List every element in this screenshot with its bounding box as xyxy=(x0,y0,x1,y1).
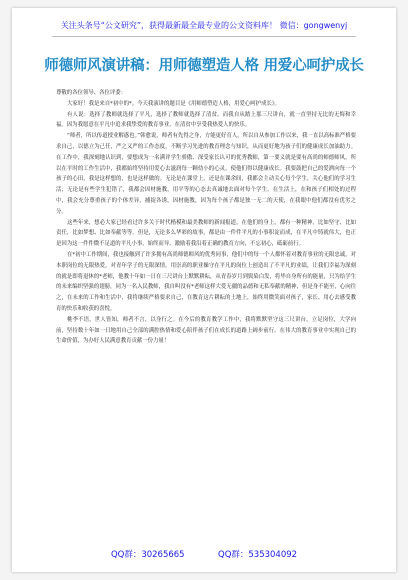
paragraph-1: 大家好！我是来自*初中的*。今天我演讲的题目是《用师德塑造人格，用爱心呵护成长》。 xyxy=(67,100,280,107)
greeting: 尊敬的各位领导、各位评委： xyxy=(56,90,127,96)
footer-qq-group-2[interactable]: QQ群：535304092 xyxy=(218,550,298,560)
paragraph-3: “师者，所以传道授业解惑也。”韩愈说，师者有先得之身，方能更好育人。所以自从参加工作以来，我一直以高标准严格要求自己，以德立为己任，严之又严的工作态度，不断学习先进的教育理念与知识，从而更好地为孩子们的健康成长加油助力。在工作中，我深刻地认识到，要想成为一名满评学生骄傲、深受家长认可的优秀教师，第一要义就是要有高尚的师德师风，所以在平时的工作生活中，我都始终坚持用爱心去滋润每一颗幼小的心灵，使他们得以健康成长。我要鼓把自己的爱洒向每一个孩子的心田，我是这样想的，也是这样做的。无论是在课堂上，还是在课余间，我都会主动关心每个学生，关心他们的学习生活；无论是有些学生犯错了，我都会因材施教，用平等的心态去真诚地去面对每个学生。在生活上，在和孩子们相处的过程中，我会充分尊重孩子的个体差异，捕捉各诱，因材施教，因为每个孩子都是独一无二的天使，在我眼中他们都没有优劣之分。 xyxy=(56,133,356,215)
footer-qq-group-1[interactable]: QQ群：30265665 xyxy=(110,550,185,560)
paragraph-2: 有人说：选择了教师就选择了平凡，选择了教师就选择了清贫。而我自从踏上那三尺讲台，就一直坚持无比的无悔和幸福。因为我愿意在平凡中追求我挚爱的教育事业，在清贫中享受我热爱人的快乐。 xyxy=(56,111,356,129)
document-title: 师德师风演讲稿：用师德塑造人格 用爱心呵护成长 xyxy=(44,58,364,74)
header-divider xyxy=(52,36,356,37)
paragraph-5: 在*初中工作期间，我也接触到了许多拥有高尚师德师风的优秀同事，他们中的每一个人都怀着对教育事业的无限忠诚，对本职岗位的无限热爱，对青年学子的无限深情，用崇高的职业操守在平凡的岗位上创造出了不平凡的业绩，让我们幸福为深刻的就是即将退休的*老师，他教十年如一日在三尺讲台上默默耕耘，从青春岁月到鬓染白发，将毕自身所有的能量，只为给学生的未来编织坚强的翅膀，同为一名入民教师，我自叫没有*老师这样大爱无疆的品德和无私奉献的精神，但是身不能至，心向往之，在未来的工作和生活中，我将继续严格要求自己，在教育这片耕耘的土地上，始终用微笑面对孩子，家长、用心去感受教育的快乐和收获的喜悦。 xyxy=(56,251,356,312)
header-promo-text[interactable]: 关注头条号“公文研究”，获得最新最全最专业的公文资料库！ 微信：gongwenyj xyxy=(60,21,348,30)
footer-contacts xyxy=(12,548,396,560)
document-page xyxy=(12,8,396,572)
paragraph-4: 这些年来，想必大家已经看过许多关于时代楷模和最美教师的新闻报道，在他们的身上，都有一种精神，比如坚守、比如责任，比如梦想、比如奉献等等。但是，无论多么华彩的故事，都是由一件件平凡的小事积淀而成，在平凡中铸就伟大，也正是因为这一件件微不足道的平凡小事，始终而导、激励着我沿着正确的教育方向，不忘初心，砥砺前行。 xyxy=(56,219,356,248)
paragraph-6: 桃李不语，世人皆知，师者不言，以身行之。在今后的教育教学工作中，我将默默坚守这三尺讲台，立足岗位，大学向前，坚持数十年如一日地用自己全部的满腔热情和爱心陪伴孩子们在成长的道路上阔步前行。在伟大的教育事业中实现自己的生命价值，为办好人民满意教育贡献一份力量！ xyxy=(56,316,356,345)
document-body xyxy=(56,88,356,347)
